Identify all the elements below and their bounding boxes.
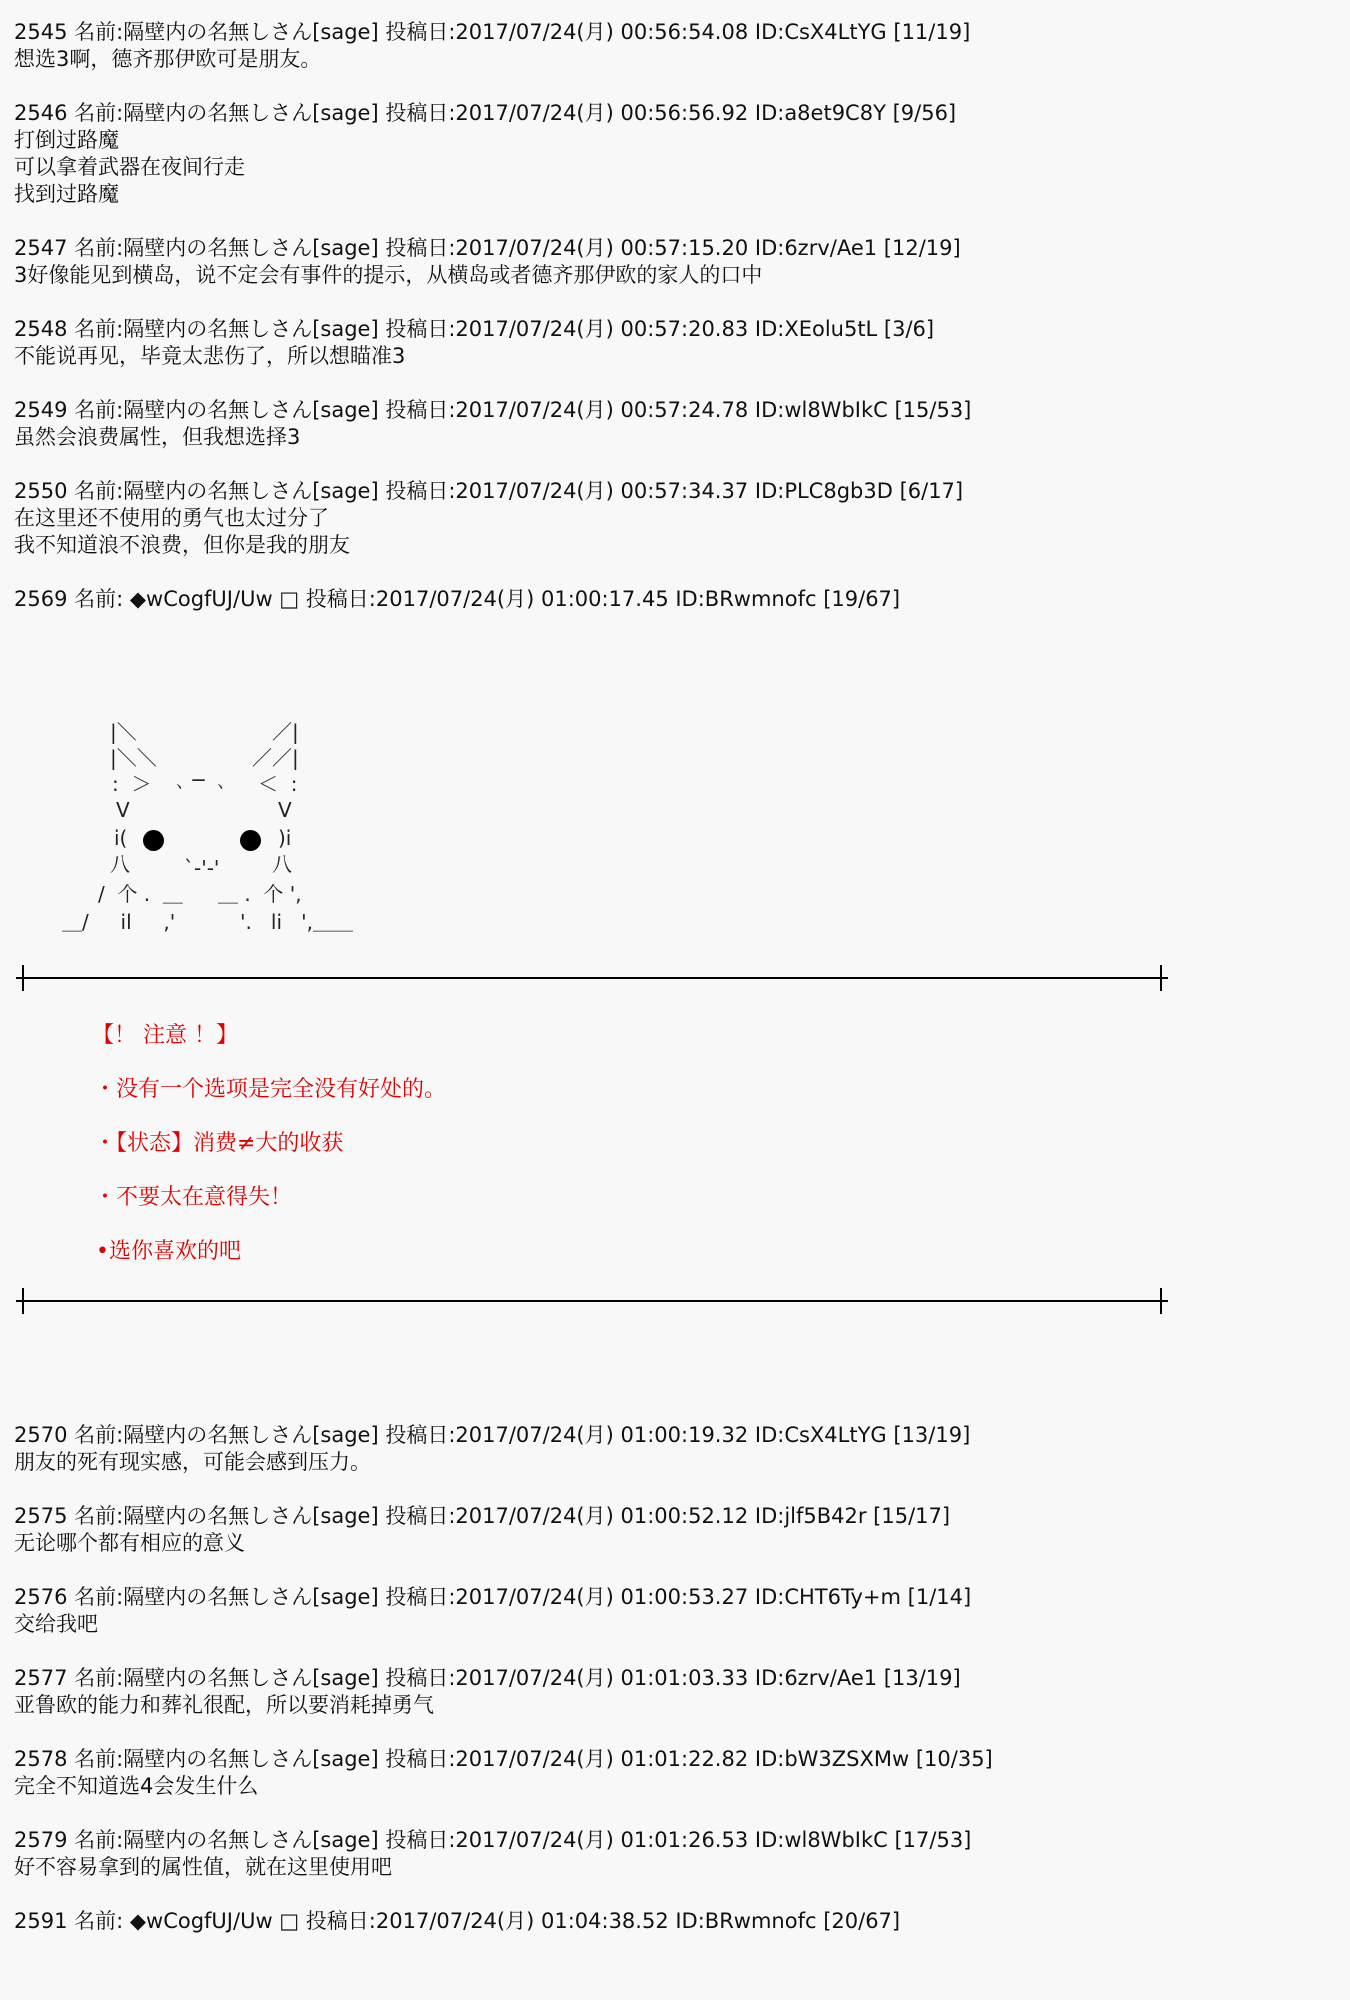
rule-tick-left [22,1288,24,1314]
post-body-line: 不能说再见，毕竟太悲伤了，所以想瞄准3 [14,344,406,368]
post-2576 [14,1584,971,1638]
notice-item: ・【状态】消费≠大的收获 [94,1131,344,1156]
post-2546 [14,100,956,208]
post-2570 [14,1422,970,1476]
aa-ear-right: ／| [272,720,299,744]
post-body-line: 无论哪个都有相应的意义 [14,1531,245,1555]
aa-cheek-right: V [278,798,292,822]
aa-eye-left [143,830,164,851]
aa-ear-left: |＼＼ [110,746,157,770]
rule-bar [16,977,1168,979]
post-header: 2570 名前:隔壁内の名無しさん[sage] 投稿日:2017/07/24(月) 01:00:19.32 ID:CsX4LtYG [13/19] [14,1423,971,1447]
post-header: 2591 名前: ◆wCogfUJ/Uw □ 投稿日:2017/07/24(月) 01:04:38.52 ID:BRwmnofc [20/67] [14,1909,901,1933]
post-2579 [14,1827,971,1881]
post-2545 [14,19,970,73]
post-body-line: 打倒过路魔 [14,128,119,152]
post-2550 [14,478,963,559]
post-header: 2576 名前:隔壁内の名無しさん[sage] 投稿日:2017/07/24(月) 01:00:53.27 ID:CHT6Ty+m [1/14] [14,1585,972,1609]
rule-tick-right [1160,965,1162,991]
aa-mouth: `-'-' [184,856,220,880]
post-body-line: 朋友的死有现实感，可能会感到压力。 [14,1450,371,1474]
post-body-line: 完全不知道选4会发生什么 [14,1774,259,1798]
aa-leg-right: 八 [272,852,292,876]
notice-item: •选你喜欢的吧 [96,1239,241,1264]
post-2591 [14,1908,900,1935]
post-body-line: 亚鲁欧的能力和葬礼很配，所以要消耗掉勇气 [14,1693,434,1717]
post-body-line: 在这里还不使用的勇气也太过分了 [14,506,329,530]
post-body-line: 虽然会浪费属性，但我想选择3 [14,425,301,449]
aa-brow-mid: ､ ─ ､ [176,768,228,792]
rule-bar [16,1300,1168,1302]
notice-item: ・不要太在意得失！ [94,1185,293,1210]
aa-leg-left: 八 [110,852,130,876]
aa-eye-right [240,830,261,851]
post-header: 2575 名前:隔壁内の名無しさん[sage] 投稿日:2017/07/24(月) 01:00:52.12 ID:jlf5B42r [15/17] [14,1504,951,1528]
post-header: 2549 名前:隔壁内の名無しさん[sage] 投稿日:2017/07/24(月) 00:57:24.78 ID:wl8WbIkC [15/53] [14,398,972,422]
post-header: 2579 名前:隔壁内の名無しさん[sage] 投稿日:2017/07/24(月) 01:01:26.53 ID:wl8WbIkC [17/53] [14,1828,972,1852]
post-2569 [14,586,900,613]
rule-tick-left [22,965,24,991]
aa-brow-left: : ＞ [112,772,152,796]
aa-body-right: ＿ . 个 ', [218,882,302,906]
post-header: 2569 名前: ◆wCogfUJ/Uw □ 投稿日:2017/07/24(月) 01:00:17.45 ID:BRwmnofc [19/67] [14,587,901,611]
post-header: 2578 名前:隔壁内の名無しさん[sage] 投稿日:2017/07/24(月) 01:01:22.82 ID:bW3ZSXMw [10/35] [14,1747,993,1771]
aa-foot-left: ＿/ il ,' [62,910,176,934]
post-2577 [14,1665,961,1719]
aa-side-right: )i [278,826,292,850]
separator-rule-bottom [16,1288,1168,1314]
aa-ear-left: |＼ [110,720,137,744]
post-body-line: 想选3啊，德齐那伊欧可是朋友。 [14,47,322,71]
post-body-line: 我不知道浪不浪费，但你是我的朋友 [14,533,350,557]
rule-tick-right [1160,1288,1162,1314]
post-2547 [14,235,961,289]
post-header: 2545 名前:隔壁内の名無しさん[sage] 投稿日:2017/07/24(月) 00:56:54.08 ID:CsX4LtYG [11/19] [14,20,971,44]
aa-body-left: / 个 . ＿ [98,882,183,906]
aa-brow-right: ＜ : [258,772,298,796]
post-body-line: 交给我吧 [14,1612,98,1636]
notice-item: ・没有一个选项是完全没有好处的。 [94,1077,447,1102]
aa-foot-right: '. li ',＿＿ [240,910,353,934]
post-2575 [14,1503,950,1557]
ascii-art-cat [0,700,400,950]
post-body-line: 好不容易拿到的属性值，就在这里使用吧 [14,1855,392,1879]
post-body-line: 3好像能见到横岛，说不定会有事件的提示，从横岛或者德齐那伊欧的家人的口中 [14,263,763,287]
post-2549 [14,397,971,451]
post-header: 2548 名前:隔壁内の名無しさん[sage] 投稿日:2017/07/24(月) 00:57:20.83 ID:XEolu5tL [3/6] [14,317,935,341]
post-header: 2547 名前:隔壁内の名無しさん[sage] 投稿日:2017/07/24(月) 00:57:15.20 ID:6zrv/Ae1 [12/19] [14,236,961,260]
post-2578 [14,1746,993,1800]
post-body-line: 可以拿着武器在夜间行走 [14,155,245,179]
aa-cheek-left: V [116,798,130,822]
notice-title: 【！ 注意 ！】 [92,1023,238,1048]
post-2548 [14,316,934,370]
post-body-line: 找到过路魔 [14,182,119,206]
post-header: 2546 名前:隔壁内の名無しさん[sage] 投稿日:2017/07/24(月) 00:56:56.92 ID:a8et9C8Y [9/56] [14,101,957,125]
post-header: 2550 名前:隔壁内の名無しさん[sage] 投稿日:2017/07/24(月) 00:57:34.37 ID:PLC8gb3D [6/17] [14,479,964,503]
post-header: 2577 名前:隔壁内の名無しさん[sage] 投稿日:2017/07/24(月) 01:01:03.33 ID:6zrv/Ae1 [13/19] [14,1666,961,1690]
aa-side-left: i( [114,826,128,850]
aa-ear-right: ／／| [252,746,299,770]
separator-rule-top [16,965,1168,991]
